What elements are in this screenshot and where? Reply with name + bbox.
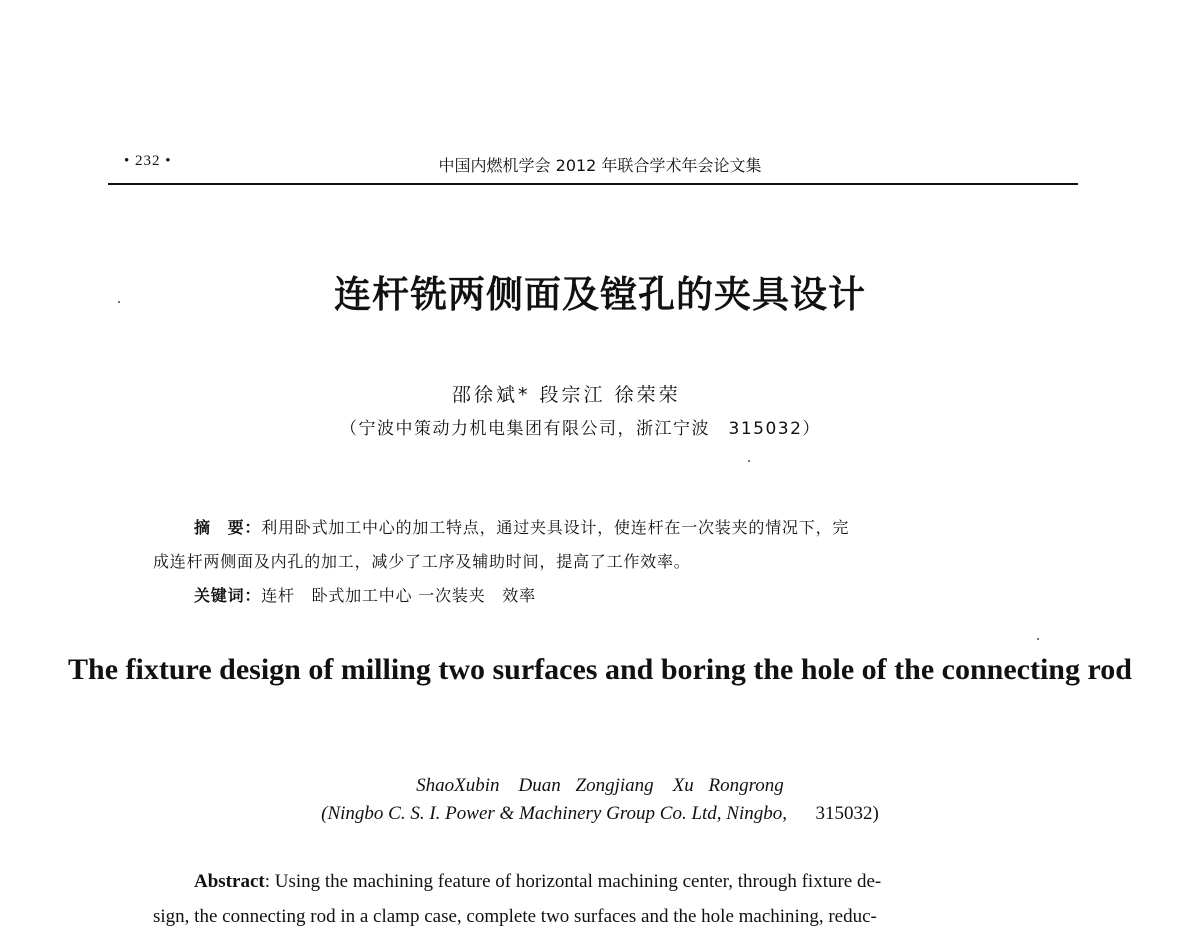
authors-english: ShaoXubin Duan Zongjiang Xu Rongrong	[416, 775, 784, 796]
scan-speck	[748, 460, 750, 462]
paper-title-chinese: 连杆铣两侧面及镗孔的夹具设计	[334, 273, 866, 316]
scan-speck	[1037, 638, 1039, 640]
affiliation-english-code: 315032)	[815, 803, 879, 824]
authors-chinese: 邵徐斌* 段宗江 徐荣荣	[452, 384, 681, 406]
page-number: • 232 •	[124, 153, 172, 169]
abstract-chinese-line-1	[194, 515, 849, 538]
abstract-english-line-1	[194, 871, 881, 893]
paper-title-english: The fixture design of milling two surfaces and boring the hole of the connecting rod	[68, 653, 1132, 686]
abstract-english-line-2: sign, the connecting rod in a clamp case, complete two surfaces and the hole machining, reduc-	[153, 906, 877, 927]
abstract-text-english-1: : Using the machining feature of horizontal machining center, through fixture de-	[264, 871, 882, 892]
scan-speck	[118, 301, 120, 303]
header-rule	[108, 183, 1078, 185]
abstract-text-chinese-1: 利用卧式加工中心的加工特点，通过夹具设计，使连杆在一次装夹的情况下，完	[261, 518, 850, 537]
keywords-text-chinese: 连杆 卧式加工中心 一次装夹 效率	[261, 586, 536, 605]
keywords-chinese	[194, 583, 536, 606]
keywords-label-chinese: 关键词：	[194, 586, 262, 605]
journal-title: 中国内燃机学会 2012 年联合学术年会论文集	[438, 156, 762, 175]
affiliation-english	[0, 803, 1200, 825]
abstract-label-chinese: 摘 要：	[194, 518, 262, 537]
abstract-label-english: Abstract	[194, 871, 265, 892]
affiliation-chinese: （宁波中策动力机电集团有限公司，浙江宁波 315032）	[340, 419, 821, 439]
affiliation-english-org: (Ningbo C. S. I. Power & Machinery Group Co. Ltd, Ningbo,	[321, 803, 787, 824]
abstract-chinese-line-2: 成连杆两侧面及内孔的加工，减少了工序及辅助时间，提高了工作效率。	[153, 552, 691, 571]
